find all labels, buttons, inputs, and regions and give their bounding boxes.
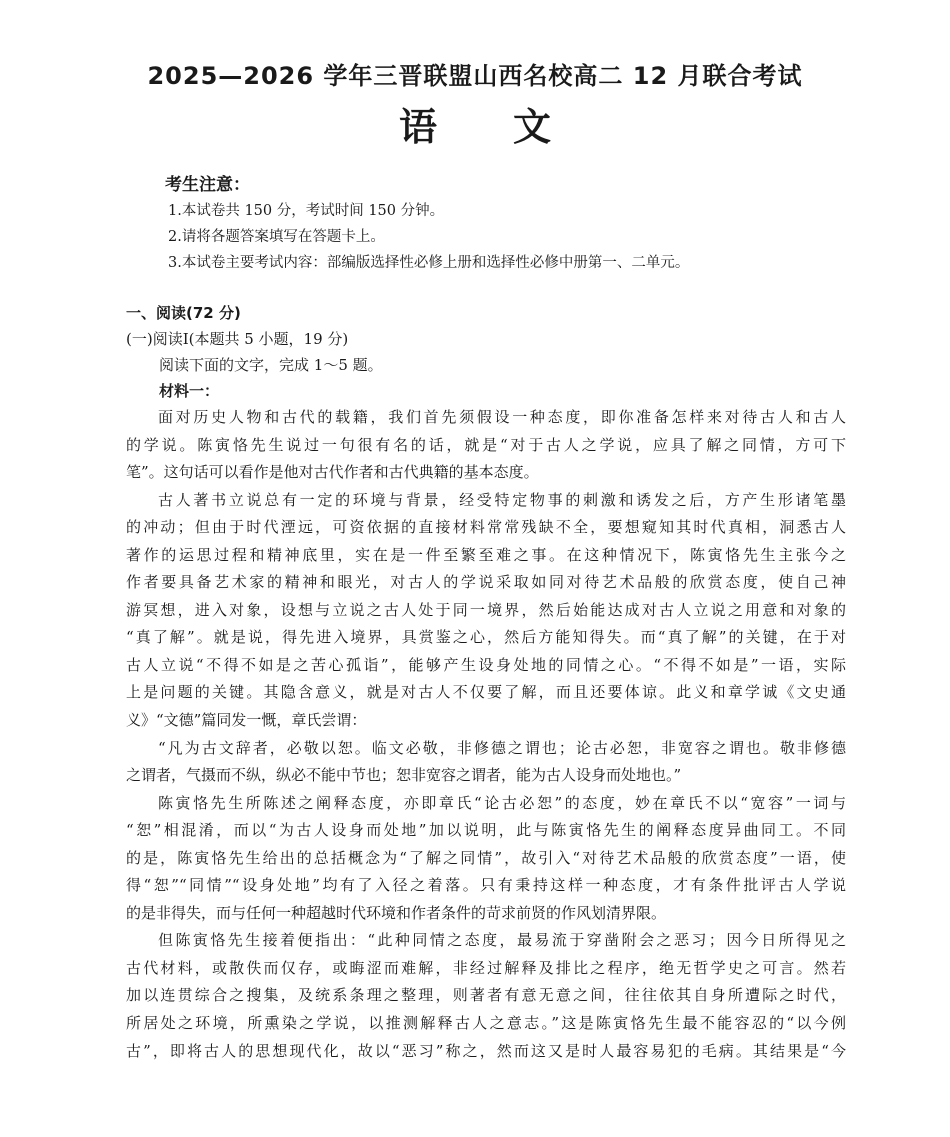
passage-line: 作者要具备艺术家的精神和眼光，对古人的学说采取如同对待艺术品般的欣赏态度，使自己神	[126, 573, 846, 592]
subject-char: 文	[513, 105, 552, 149]
passage-line: 著作的运思过程和精神底里，实在是一件至繁至难之事。在这种情况下，陈寅恪先生主张今之	[126, 545, 846, 564]
passage-line: 之谓者，气摄而不纵，纵必不能中节也；恕非宽容之谓者，能为古人设身而处地也。”	[126, 766, 682, 785]
material-label: 材料一：	[159, 382, 220, 400]
passage-line: 的是非得失，而与任何一种超越时代环境和作者条件的苛求前贤的作风划清界限。	[126, 903, 667, 922]
reading-instruction: 阅读下面的文字，完成 1～5 题。	[159, 356, 383, 374]
passage-line: 陈寅恪先生所陈述之阐释态度，亦即章氏“论古必恕”的态度，妙在章氏不以“宽容”一词与	[158, 793, 846, 812]
notice-heading: 考生注意：	[165, 175, 250, 195]
passage-line: 义》“文德”篇同发一慨，章氏尝谓：	[126, 711, 367, 730]
passage-line: 加以连贯综合之搜集，及统系条理之整理，则著者有意无意之间，往往依其自身所遭际之时代，	[126, 986, 846, 1005]
subject-char: 语	[398, 105, 437, 149]
passage-line: 上是问题的关键。其隐含意义，就是对古人不仅要了解，而且还要体谅。此义和章学诚《文史通	[126, 683, 846, 702]
passage-line: 得“恕”“同情”“设身处地”均有了入径之着落。只有秉持这样一种态度，才有条件批评古人学说	[126, 876, 846, 895]
passage-line: 的冲动；但由于时代湮远，可资依据的直接材料常常残缺不全，要想窥知其时代真相，洞悉古人	[126, 518, 846, 537]
passage-line: 但陈寅恪先生接着便指出：“此种同情之态度，最易流于穿凿附会之恶习；因今日所得见之	[158, 931, 846, 950]
passage-line: 古代材料，或散佚而仅存，或晦涩而难解，非经过解释及排比之程序，绝无哲学史之可言。然若	[126, 958, 846, 977]
passage-line: 面对历史人物和古代的载籍，我们首先须假设一种态度，即你准备怎样来对待古人和古人	[158, 408, 846, 426]
passage-line: 游冥想，进入对象，设想与立说之古人处于同一境界，然后始能达成对古人立说之用意和对象的	[126, 600, 846, 619]
passage-line: 笔”。这句话可以看作是他对古代作者和古代典籍的基本态度。	[126, 463, 539, 482]
notice-item: 3.本试卷主要考试内容：部编版选择性必修上册和选择性必修中册第一、二单元。	[168, 255, 690, 271]
notice-item: 1.本试卷共 150 分，考试时间 150 分钟。	[168, 203, 445, 219]
passage-line: “恕”相混淆，而以“为古人设身而处地”加以说明，此与陈寅恪先生的阐释态度异曲同工。不同	[126, 821, 846, 840]
part-heading: (一)阅读Ⅰ(本题共 5 小题，19 分)	[126, 330, 349, 348]
passage-line: “真了解”。就是说，得先进入境界，具赏鉴之心，然后方能知得失。而“真了解”的关键，在于对	[126, 628, 846, 647]
notice-item: 2.请将各题答案填写在答题卡上。	[168, 229, 385, 245]
subject-title	[0, 96, 950, 151]
passage-body	[126, 404, 846, 1065]
passage-line: 的学说。陈寅恪先生说过一句很有名的话，就是“对于古人之学说，应具了解之同情，方可下	[126, 435, 846, 454]
passage-line: 古”，即将古人的思想现代化，故以“恶习”称之，然而这又是时人最容易犯的毛病。其结果是“今	[126, 1041, 846, 1060]
passage-line: 古人立说“不得不如是之苦心孤诣”，能够产生设身处地的同情之心。“不得不如是”一语，实际	[126, 655, 846, 674]
section-heading: 一、阅读(72 分)	[126, 304, 241, 322]
exam-title: 2025—2026 学年三晋联盟山西名校高二 12 月联合考试	[147, 62, 803, 90]
notice-list	[168, 198, 689, 276]
passage-line: 所居处之环境，所熏染之学说，以推测解释古人之意志。”这是陈寅恪先生最不能容忍的“以今例	[126, 1014, 846, 1033]
passage-line: “凡为古文辞者，必敬以恕。临文必敬，非修德之谓也；论古必恕，非宽容之谓也。敬非修德	[158, 738, 846, 757]
passage-line: 的是，陈寅恪先生给出的总括概念为“了解之同情”，故引入“对待艺术品般的欣赏态度”一语，使	[126, 848, 846, 867]
passage-line: 古人著书立说总有一定的环境与背景，经受特定物事的刺激和诱发之后，方产生形诸笔墨	[158, 490, 846, 509]
